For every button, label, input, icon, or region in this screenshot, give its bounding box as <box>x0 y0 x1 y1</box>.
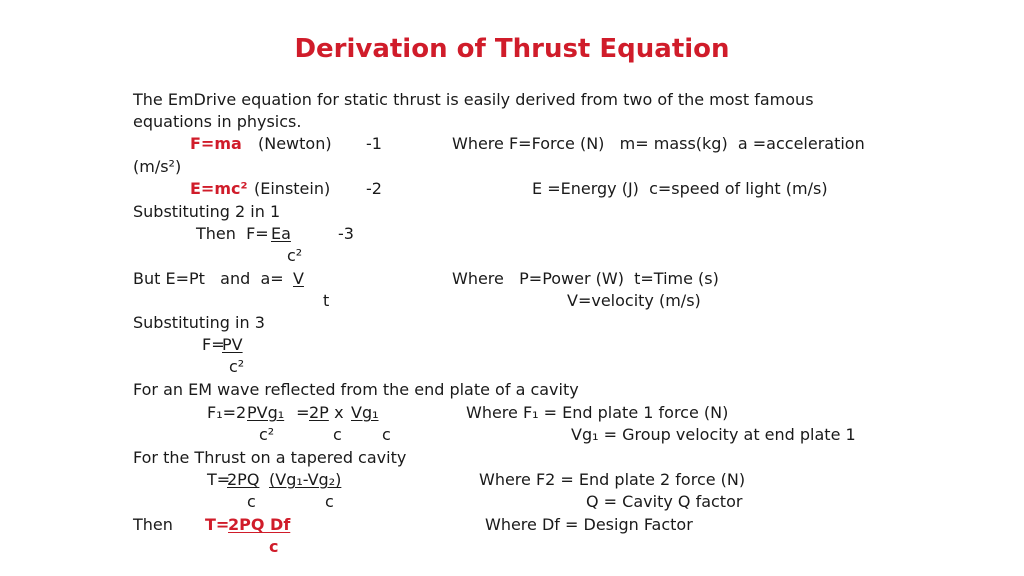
eq6-numerator-2: (Vg₁-Vg₂) <box>269 470 342 489</box>
eq1-ref: -1 <box>366 134 382 153</box>
eq5-denominator-2: c <box>333 425 342 444</box>
eq2-ref: -2 <box>366 179 382 198</box>
substituting-in-3: Substituting in 3 <box>133 313 265 332</box>
final-denominator: c <box>269 537 279 556</box>
eq2-formula: E=mc² <box>190 179 248 198</box>
final-numerator: 2PQ Df <box>228 515 291 534</box>
eq6-where-2: Q = Cavity Q factor <box>586 492 743 511</box>
but-numerator: V <box>293 269 304 288</box>
eq4-denominator: c² <box>229 357 245 376</box>
em-wave-line: For an EM wave reflected from the end plate of a cavity <box>133 380 579 399</box>
but-denominator: t <box>323 291 330 310</box>
eq5-where-1: Where F₁ = End plate 1 force (N) <box>466 403 729 422</box>
eq3-denominator: c² <box>287 246 303 265</box>
eq1-units-wrap: (m/s²) <box>133 157 182 176</box>
tapered-cavity-line: For the Thrust on a tapered cavity <box>133 448 407 467</box>
eq6-numerator-1: 2PQ <box>227 470 260 489</box>
eq1-where: Where F=Force (N) m= mass(kg) a =acceleration <box>452 134 865 153</box>
eq3-prefix: Then F= <box>196 224 269 243</box>
substituting-2-in-1: Substituting 2 in 1 <box>133 202 281 221</box>
eq6-where-1: Where F2 = End plate 2 force (N) <box>479 470 746 489</box>
eq5-numerator-1: PVg₁ <box>247 403 285 422</box>
eq2-where: E =Energy (J) c=speed of light (m/s) <box>532 179 828 198</box>
eq5-denominator-1: c² <box>259 425 275 444</box>
eq3-numerator: Ea <box>271 224 291 243</box>
eq5-where-2: Vg₁ = Group velocity at end plate 1 <box>571 425 856 444</box>
slide-title: Derivation of Thrust Equation <box>294 34 730 64</box>
eq1-formula: F=ma <box>190 134 242 153</box>
eq4-numerator: PV <box>222 335 243 354</box>
eq2-source: (Einstein) <box>254 179 331 198</box>
eq5-prefix: F₁=2 <box>207 403 247 422</box>
but-line: But E=Pt and a= <box>133 269 284 288</box>
but-where-2: V=velocity (m/s) <box>567 291 701 310</box>
eq5-times: x <box>329 403 349 422</box>
eq6-denominator-2: c <box>325 492 334 511</box>
eq4-prefix: F= <box>202 335 225 354</box>
eq5-numerator-3: Vg₁ <box>351 403 379 422</box>
intro-line-2: equations in physics. <box>133 112 302 131</box>
final-where: Where Df = Design Factor <box>485 515 693 534</box>
final-label: Then <box>133 515 173 534</box>
intro-line-1: The EmDrive equation for static thrust is easily derived from two of the most famous <box>133 90 814 109</box>
eq5-equals: = <box>291 403 315 422</box>
eq5-denominator-3: c <box>382 425 391 444</box>
eq6-prefix: T= <box>207 470 231 489</box>
eq3-ref: -3 <box>338 224 354 243</box>
eq5-numerator-2: 2P <box>309 403 329 422</box>
eq1-source: (Newton) <box>258 134 332 153</box>
but-where-1: Where P=Power (W) t=Time (s) <box>452 269 719 288</box>
final-prefix: T= <box>205 515 230 534</box>
eq6-denominator-1: c <box>247 492 256 511</box>
